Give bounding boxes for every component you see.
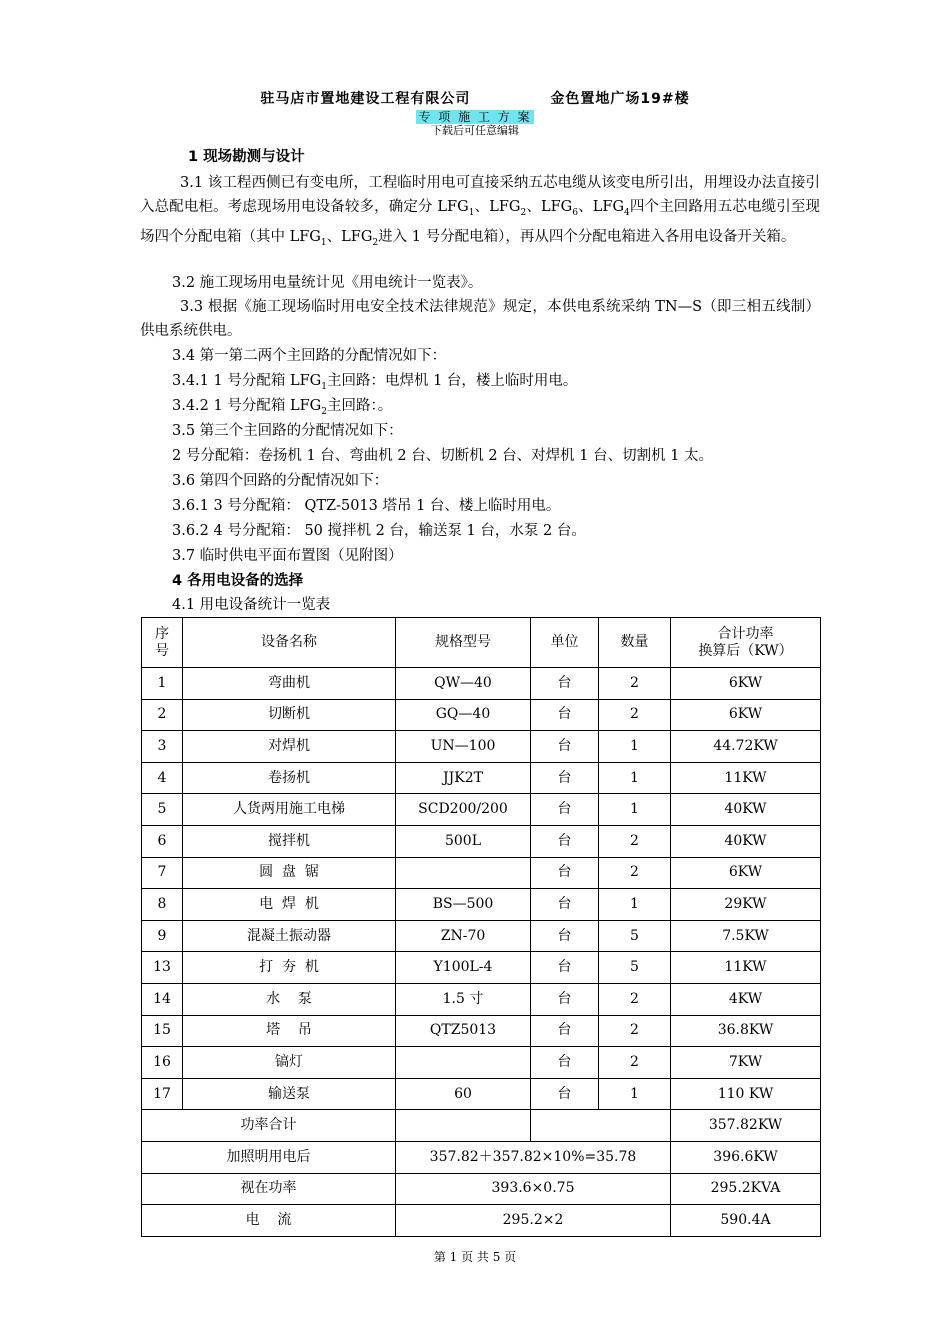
table-row — [142, 762, 821, 794]
cell-name: 输送泵 — [183, 1078, 396, 1110]
cell-no: 1 — [142, 668, 183, 700]
current-formula: 295.2×2 — [396, 1205, 671, 1237]
table-row — [142, 1015, 821, 1047]
cell-power: 6KW — [671, 857, 821, 889]
cell-unit: 台 — [531, 1078, 599, 1110]
cell-power: 7KW — [671, 1047, 821, 1079]
cell-qty: 2 — [599, 857, 671, 889]
total-label: 功率合计 — [142, 1110, 396, 1142]
cell-qty: 1 — [599, 1078, 671, 1110]
cell-no: 14 — [142, 983, 183, 1015]
line-3-6: 3.6 第四个回路的分配情况如下： — [172, 473, 389, 489]
cell-name: 卷扬机 — [183, 762, 396, 794]
cell-power: 110 KW — [671, 1078, 821, 1110]
lighting-label: 加照明用电后 — [142, 1141, 396, 1173]
cell-name: 打 夯 机 — [183, 952, 396, 984]
cell-power: 36.8KW — [671, 1015, 821, 1047]
cell-unit: 台 — [531, 1015, 599, 1047]
cell-qty: 1 — [599, 731, 671, 763]
section-1-title: 1 现场勘测与设计 — [188, 149, 305, 165]
edit-note: 下载后可任意编辑 — [431, 124, 519, 137]
cell-power: 29KW — [671, 889, 821, 921]
header-seq: 序 号 — [142, 618, 183, 668]
cell-unit: 台 — [531, 668, 599, 700]
cell-power: 6KW — [671, 699, 821, 731]
cell-power: 11KW — [671, 952, 821, 984]
table-row — [142, 825, 821, 857]
line-3-4-1: 3.4.1 1 号分配箱 $LFG_1$主回路：电焊机 1 台，楼上临时用电。 — [172, 373, 578, 392]
section-4-1-title: 4.1 用电设备统计一览表 — [172, 597, 331, 613]
header-qty: 数量 — [599, 618, 671, 668]
cell-unit: 台 — [531, 762, 599, 794]
cell-qty: 1 — [599, 762, 671, 794]
cell-power: 6KW — [671, 668, 821, 700]
table-row — [142, 889, 821, 921]
cell-unit: 台 — [531, 699, 599, 731]
section-4-title: 4 各用电设备的选择 — [172, 573, 304, 589]
cell-unit: 台 — [531, 920, 599, 952]
header-unit: 单位 — [531, 618, 599, 668]
table-header-row — [142, 618, 821, 668]
company-name: 驻马店市置地建设工程有限公司 — [260, 91, 471, 107]
page-header — [0, 88, 950, 108]
cell-no: 6 — [142, 825, 183, 857]
cell-unit: 台 — [531, 889, 599, 921]
cell-name: 人货两用施工电梯 — [183, 794, 396, 826]
cell-model: UN—100 — [396, 731, 531, 763]
current-label: 电 流 — [142, 1205, 396, 1237]
summary-apparent-row — [142, 1173, 821, 1205]
cell-qty: 2 — [599, 983, 671, 1015]
total-value: 357.82KW — [671, 1110, 821, 1142]
page-footer: 第 1 页 共 5 页 — [433, 1250, 517, 1264]
cell-model: SCD200/200 — [396, 794, 531, 826]
lighting-value: 396.6KW — [671, 1141, 821, 1173]
table-row — [142, 920, 821, 952]
cell-name: 切断机 — [183, 699, 396, 731]
line-3-5-detail: 2 号分配箱：卷扬机 1 台、弯曲机 2 台、切断机 2 台、对焊机 1 台、切割机 1 太。 — [172, 448, 714, 464]
line-3-4-2: 3.4.2 1 号分配箱 $LFG_2$主回路：。 — [172, 398, 393, 417]
cell-no: 9 — [142, 920, 183, 952]
table-row — [142, 1047, 821, 1079]
cell-model: GQ—40 — [396, 699, 531, 731]
summary-lighting-row — [142, 1141, 821, 1173]
cell-model: BS—500 — [396, 889, 531, 921]
lighting-formula: 357.82＋357.82×10%=35.78 — [396, 1141, 671, 1173]
table-row — [142, 983, 821, 1015]
cell-qty: 5 — [599, 920, 671, 952]
cell-power: 7.5KW — [671, 920, 821, 952]
cell-power: 11KW — [671, 762, 821, 794]
cell-name: 水 泵 — [183, 983, 396, 1015]
cell-name: 圆 盘 锯 — [183, 857, 396, 889]
table-row — [142, 1078, 821, 1110]
cell-name: 电 焊 机 — [183, 889, 396, 921]
cell-unit: 台 — [531, 825, 599, 857]
cell-model: Y100L-4 — [396, 952, 531, 984]
cell-name: 对焊机 — [183, 731, 396, 763]
table-row — [142, 952, 821, 984]
cell-name: 塔 吊 — [183, 1015, 396, 1047]
cell-qty: 1 — [599, 794, 671, 826]
cell-qty: 2 — [599, 1015, 671, 1047]
cell-unit: 台 — [531, 1047, 599, 1079]
apparent-value: 295.2KVA — [671, 1173, 821, 1205]
cell-no: 4 — [142, 762, 183, 794]
cell-no: 7 — [142, 857, 183, 889]
project-name: 金色置地广场19#楼 — [550, 91, 690, 107]
cell-no: 13 — [142, 952, 183, 984]
cell-model — [396, 1047, 531, 1079]
cell-no: 17 — [142, 1078, 183, 1110]
cell-qty: 1 — [599, 889, 671, 921]
cell-no: 5 — [142, 794, 183, 826]
header-name: 设备名称 — [183, 618, 396, 668]
cell-name: 搅拌机 — [183, 825, 396, 857]
line-3-6-1: 3.6.1 3 号分配箱： QTZ-5013 塔吊 1 台、楼上临时用电。 — [172, 498, 561, 514]
apparent-label: 视在功率 — [142, 1173, 396, 1205]
cell-qty: 5 — [599, 952, 671, 984]
cell-model: QW—40 — [396, 668, 531, 700]
table-row — [142, 699, 821, 731]
current-value: 590.4A — [671, 1205, 821, 1237]
line-3-2: 3.2 施工现场用电量统计见《用电统计一览表》。 — [172, 275, 483, 291]
equipment-table — [141, 617, 821, 1237]
cell-model: JJK2T — [396, 762, 531, 794]
paragraph-3-1: 3.1 该工程西侧已有变电所，工程临时用电可直接采纳五芯电缆从该变电所引出，用埋设办法直接引入总配电柜。考虑现场用电设备较多，确定分 $LFG_1$、$LFG_2$、$LFG_6$、$LFG_4$四个主回路用五芯电缆引至现场四个分配电箱（其中 $LFG_1$、$LFG_2$进入 1 号分配电箱），再从四个分配电箱进入各用电设备开关箱。 — [140, 175, 820, 248]
cell-unit: 台 — [531, 952, 599, 984]
table-row — [142, 794, 821, 826]
cell-power: 44.72KW — [671, 731, 821, 763]
summary-total-row — [142, 1110, 821, 1142]
line-3-4: 3.4 第一第二两个主回路的分配情况如下： — [172, 348, 447, 364]
cell-unit: 台 — [531, 983, 599, 1015]
cell-no: 15 — [142, 1015, 183, 1047]
cell-name: 混凝土振动器 — [183, 920, 396, 952]
cell-power: 4KW — [671, 983, 821, 1015]
cell-unit: 台 — [531, 794, 599, 826]
cell-unit: 台 — [531, 857, 599, 889]
cell-qty: 2 — [599, 825, 671, 857]
cell-qty: 2 — [599, 1047, 671, 1079]
cell-no: 16 — [142, 1047, 183, 1079]
cell-model: QTZ5013 — [396, 1015, 531, 1047]
cell-qty: 2 — [599, 699, 671, 731]
table-row — [142, 668, 821, 700]
header-power: 合计功率 换算后（KW） — [671, 618, 821, 668]
line-3-6-2: 3.6.2 4 号分配箱： 50 搅拌机 2 台，输送泵 1 台，水泵 2 台。 — [172, 523, 586, 539]
table-row — [142, 731, 821, 763]
paragraph-3-3: 3.3 根据《施工现场临时用电安全技术法律规范》规定，本供电系统采纳 TN—S（即三相五线制）供电系统供电。 — [140, 299, 820, 339]
cell-power: 40KW — [671, 825, 821, 857]
cell-no: 8 — [142, 889, 183, 921]
cell-model — [396, 857, 531, 889]
summary-current-row — [142, 1205, 821, 1237]
cell-name: 镐灯 — [183, 1047, 396, 1079]
cell-model: 60 — [396, 1078, 531, 1110]
cell-model: 500L — [396, 825, 531, 857]
header-model: 规格型号 — [396, 618, 531, 668]
line-3-7: 3.7 临时供电平面布置图（见附图） — [172, 548, 403, 564]
apparent-formula: 393.6×0.75 — [396, 1173, 671, 1205]
table-row — [142, 857, 821, 889]
doc-subtitle: 专 项 施 工 方 案 — [418, 110, 532, 124]
cell-no: 2 — [142, 699, 183, 731]
cell-power: 40KW — [671, 794, 821, 826]
cell-no: 3 — [142, 731, 183, 763]
line-3-5: 3.5 第三个主回路的分配情况如下： — [172, 423, 403, 439]
cell-model: 1.5 寸 — [396, 983, 531, 1015]
cell-unit: 台 — [531, 731, 599, 763]
cell-model: ZN-70 — [396, 920, 531, 952]
cell-qty: 2 — [599, 668, 671, 700]
cell-name: 弯曲机 — [183, 668, 396, 700]
